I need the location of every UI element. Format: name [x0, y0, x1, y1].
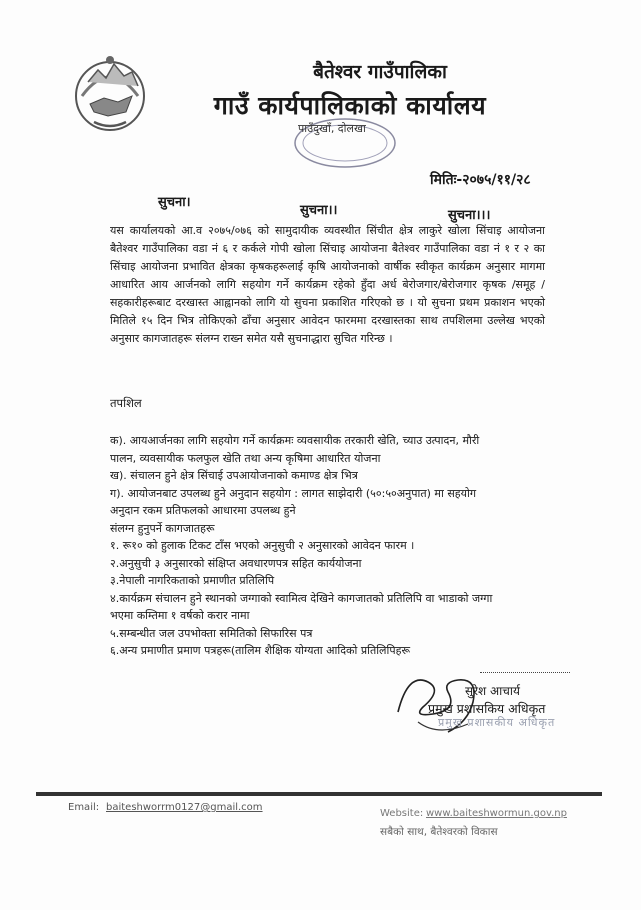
emblem-icon	[68, 52, 152, 134]
section-title: तपशिल	[110, 396, 142, 410]
signature-line	[480, 672, 570, 673]
list-item: ३.नेपाली नागरिकताको प्रमाणीत प्रतिलिपि	[110, 574, 275, 587]
list-item: भएमा कम्तिमा १ वर्षको करार नामा	[110, 609, 250, 622]
notice-heading-2: सुचना।।	[300, 203, 338, 218]
list-item: ५.सम्बन्धीत जल उपभोक्ता समितिको सिफारिस पत्र	[110, 626, 313, 640]
organization-name: बैतेश्वर गाउँपालिका	[313, 61, 447, 83]
notice-heading-1: सुचना।	[158, 195, 191, 210]
list-item: ४.कार्यक्रम संचालन हुने स्थानको जग्गाको स्वामित्व देखिने कागजातको प्रतिलिपि वा भाडाको जग्गा	[110, 591, 493, 605]
list-item: अनुदान रकम प्रतिफलको आधारमा उपलब्ध हुने	[110, 504, 296, 517]
notice-heading-3: सुचना।।।	[448, 208, 491, 223]
title-stamp: प्रमुख प्रशासकीय अधिकृत	[438, 716, 556, 729]
list-item: संलग्न हुनुपर्ने कागजातहरू	[110, 521, 215, 535]
footer-divider	[36, 792, 602, 796]
email-link[interactable]: baiteshworrm0127@gmail.com	[106, 802, 263, 813]
footer-slogan: सबैको साथ, बैतेश्वरको विकास	[380, 826, 498, 838]
notice-body: यस कार्यालयको आ.व २०७५/०७६ को सामुदायीक व्यवस्थीत सिंचीत क्षेत्र लाकुरे खोला सिंचाइ आयोजना बैतेश्वर गाउँपालिका वडा नं ६ र कर्कले गोपी खोला सिंचाइ आयोजना बैतेश्वर गाउँपालिका वडा नं १ र २ का सिंचाइ आयोजना प्रभावित क्षेत्रका कृषकहरूलाई कृषि आयोजनाको वार्षीक स्वीकृत कार्यक्रम अनुसार मागमा आधारित आय आर्जनको लागि सहयोग गर्ने कार्यक्रम रहेको हुँदा अर्ध बेरोजगार/बेरोजगार कृषक /समूह /सहकारीहरूबाट दरखास्त आह्वानको लागि यो सुचना प्रकाशित गरिएको छ । यो सुचना प्रथम प्रकाशन भएको मितिले १५ दिन भित्र तोकिएको ढाँचा अनुसार आवेदन फारममा दरखास्तका साथ तपशिलमा उल्लेख भएको अनुसार कागजातहरू संलग्न राख्न समेत यसै सुचनाद्धारा सुचित गरिन्छ ।	[110, 224, 545, 345]
website-link[interactable]: www.baiteshwormun.gov.np	[426, 808, 567, 819]
list-item: १. रू१० को हुलाक टिकट टाँस भएको अनुसुची २ अनुसारको आवेदन फारम ।	[110, 539, 415, 552]
signatory-title: प्रमुख प्रशासकिय अधिकृत	[428, 701, 546, 716]
website-label: Website:	[380, 808, 424, 819]
list-item: २.अनुसुची ३ अनुसारको संक्षिप्त अवधारणपत्र सहित कार्ययोजना	[110, 556, 362, 570]
office-name: गाउँ कार्यपालिकाको कार्यालय	[213, 91, 487, 120]
list-item: क). आयआर्जनका लागि सहयोग गर्ने कार्यक्रमः व्यवसायीक तरकारी खेति, च्याउ उत्पादन, मौरी	[110, 434, 480, 447]
signatory-name: सुरेश आचार्य	[465, 684, 520, 698]
details-list	[110, 432, 560, 660]
date: मितिः-२०७५/११/२८	[430, 172, 531, 188]
list-item: पालन, व्यवसायीक फलफुल खेति तथा अन्य कृषिमा आधारित योजना	[110, 451, 381, 465]
list-item: ग). आयोजनबाट उपलब्ध हुने अनुदान सहयोग : लागत साझेदारी (५०:५०अनुपात) मा सहयोग	[110, 486, 477, 500]
list-item: ख). संचालन हुने क्षेत्र सिंचाई उपआयोजनाको कमाण्ड क्षेत्र भित्र	[110, 469, 358, 482]
email-label: Email:	[68, 802, 100, 813]
stamp-location: पाउँदुखाँ, दोलखा	[298, 122, 366, 135]
list-item: ६.अन्य प्रमाणीत प्रमाण पत्रहरू(तालिम शैक्षिक योग्यता आदिको प्रतिलिपिहरू	[110, 644, 411, 657]
